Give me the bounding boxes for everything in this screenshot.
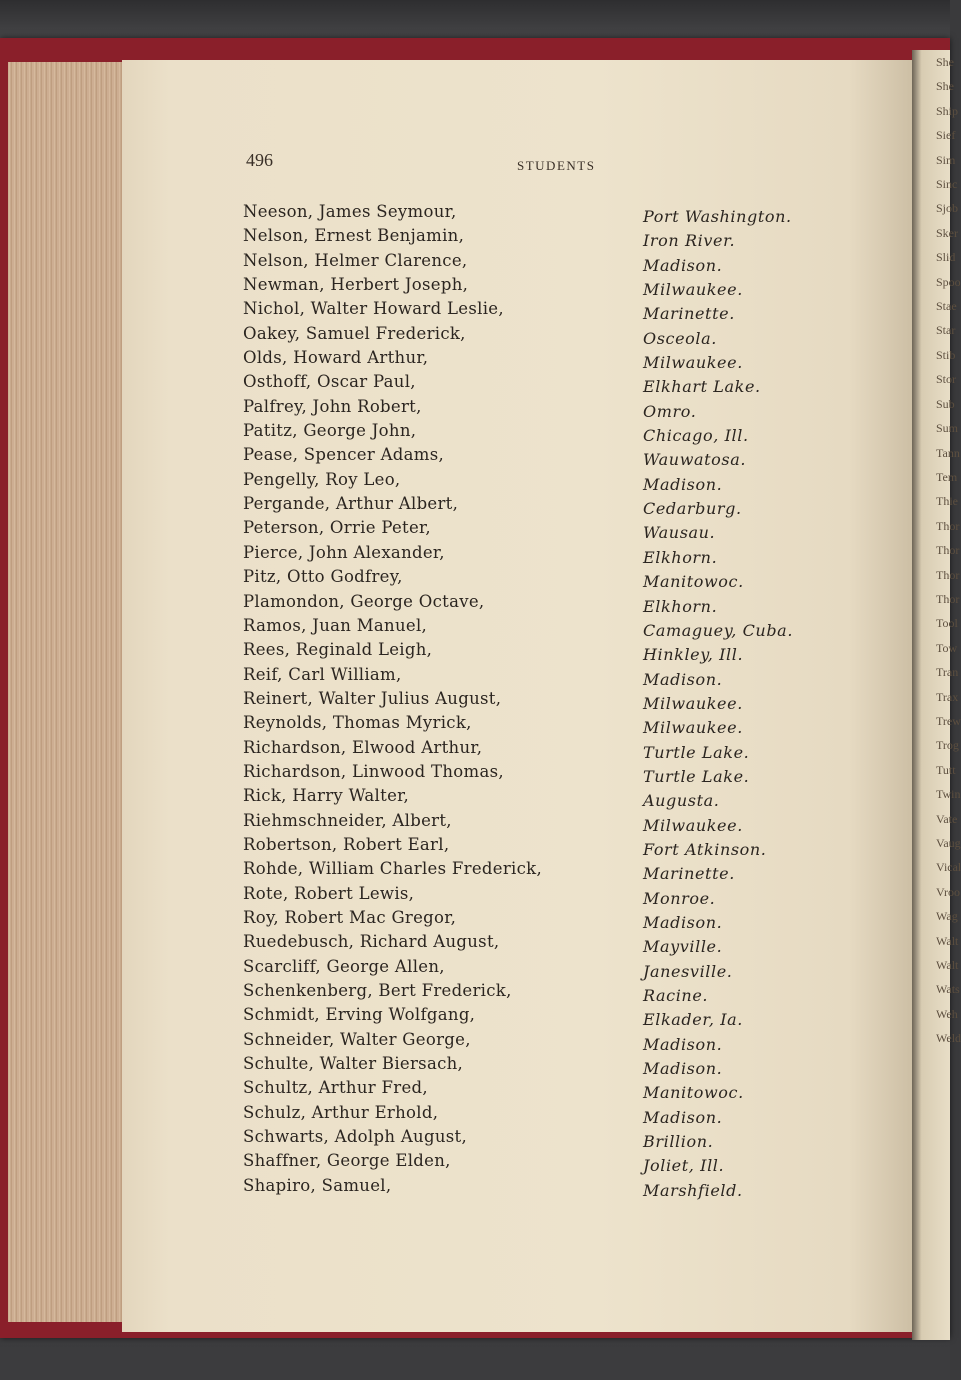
student-hometown: Omro. [643, 401, 697, 421]
student-name: Neeson, James Seymour, [243, 202, 457, 221]
student-name: Pease, Spencer Adams, [243, 445, 445, 465]
student-name: Richardson, Linwood Thomas, [243, 761, 504, 781]
student-hometown: Madison. [643, 1059, 723, 1079]
student-name: Ruedebusch, Richard August, [243, 932, 500, 952]
next-page-fragment: Vical [936, 860, 961, 875]
next-page-fragment: Walt [936, 958, 959, 973]
next-page-strip [912, 50, 961, 1340]
page-edges [8, 62, 127, 1322]
student-hometown: Wausau. [643, 523, 716, 543]
student-hometown: Joliet, Ill. [643, 1156, 725, 1176]
student-hometown: Janesville. [643, 961, 733, 981]
next-page-fragment: Weld [936, 1031, 961, 1046]
next-page-fragment: Stib [936, 347, 956, 362]
student-hometown: Turtle Lake. [643, 742, 750, 762]
next-page-fragment: Thor [936, 567, 960, 582]
student-name: Nichol, Walter Howard Leslie, [243, 299, 504, 319]
student-hometown: Milwaukee. [643, 815, 743, 835]
student-hometown: Madison. [643, 1034, 723, 1054]
student-name: Riehmschneider, Albert, [243, 810, 452, 830]
student-name-column [243, 200, 623, 1198]
next-page-fragment: Trog [936, 738, 959, 753]
student-name: Schenkenberg, Bert Frederick, [243, 981, 512, 1000]
next-page-fragment: Tann [936, 445, 960, 460]
student-name: Ramos, Juan Manuel, [243, 615, 428, 635]
next-page-fragment: Sim [936, 152, 956, 167]
student-name: Reif, Carl William, [243, 664, 402, 684]
next-page-fragment: Vaug [936, 836, 961, 850]
student-name: Schneider, Walter George, [243, 1029, 471, 1049]
student-name: Pierce, John Alexander, [243, 542, 445, 562]
next-page-fragment: Star [936, 323, 956, 338]
next-page-fragment: Thie [936, 494, 958, 509]
student-hometown: Racine. [643, 986, 709, 1005]
student-name: Rohde, William Charles Frederick, [243, 859, 543, 879]
student-hometown: Monroe. [643, 888, 716, 908]
student-hometown: Milwaukee. [643, 353, 743, 373]
student-hometown: Milwaukee. [643, 280, 743, 300]
student-name: Reynolds, Thomas Myrick, [243, 713, 472, 733]
student-hometown: Elkhart Lake. [643, 377, 761, 397]
next-page-fragment: Wats [936, 982, 960, 997]
student-name: Shaffner, George Elden, [243, 1151, 451, 1171]
student-name: Olds, Howard Arthur, [243, 348, 429, 368]
student-hometown: Wauwatosa. [643, 450, 747, 470]
student-hometown: Fort Atkinson. [643, 839, 767, 859]
student-hometown: Mayville. [643, 937, 723, 957]
next-page-fragment: Tool [936, 616, 958, 631]
student-name: Peterson, Orrie Peter, [243, 518, 431, 538]
student-hometown: Augusta. [643, 791, 720, 811]
student-hometown: Madison. [643, 474, 723, 494]
next-page-fragment: Twin [936, 787, 961, 802]
next-page-fragment: Tem [936, 469, 958, 484]
student-hometown: Marinette. [643, 864, 735, 884]
student-name: Shapiro, Samuel, [243, 1175, 392, 1195]
running-head: STUDENTS [517, 158, 596, 173]
next-page-fragment: Ship [936, 103, 959, 118]
student-hometown: Madison. [643, 1107, 723, 1127]
next-page-fragment: Thor [936, 543, 960, 558]
student-hometown: Port Washington. [643, 207, 792, 226]
student-name: Pengelly, Roy Leo, [243, 469, 401, 489]
student-hometown: Manitowoc. [643, 1083, 744, 1103]
student-hometown: Hinkley, Ill. [643, 645, 744, 665]
student-name: Reinert, Walter Julius August, [243, 688, 502, 708]
next-page-fragment: Sker [936, 225, 958, 240]
next-page-fragment: Sub [936, 396, 955, 411]
student-name: Schwarts, Adolph August, [243, 1127, 468, 1147]
student-hometown: Marshfield. [643, 1180, 743, 1200]
next-page-fragment: She [936, 79, 954, 94]
student-name: Plamondon, George Octave, [243, 591, 485, 611]
student-hometown: Elkader, Ia. [643, 1010, 743, 1030]
next-page-fragment: Tow [936, 640, 958, 655]
student-name: Osthoff, Oscar Paul, [243, 372, 416, 392]
next-page-fragment: Weh [936, 1006, 958, 1021]
student-hometown: Elkhorn. [643, 596, 718, 616]
student-name: Schulte, Walter Biersach, [243, 1054, 464, 1074]
next-page-fragment: Vate [936, 811, 958, 826]
next-page-fragment: She [936, 55, 954, 69]
student-name: Rick, Harry Walter, [243, 786, 410, 806]
student-name: Schmidt, Erving Wolfgang, [243, 1005, 476, 1025]
next-page-fragment: Thor [936, 591, 960, 606]
next-page-fragment: Vroo [936, 884, 960, 899]
next-page-fragment: Trax [936, 689, 959, 704]
student-name: Nelson, Ernest Benjamin, [243, 226, 465, 246]
student-hometown: Madison. [643, 669, 723, 689]
next-page-fragment: Thor [936, 518, 960, 533]
next-page-fragment: Wag [936, 909, 958, 924]
student-name: Richardson, Elwood Arthur, [243, 737, 483, 757]
student-hometown: Madison. [643, 912, 723, 932]
student-name: Patitz, George John, [243, 421, 417, 441]
student-name: Palfrey, John Robert, [243, 396, 422, 416]
next-page-fragment: Spoo [936, 274, 961, 289]
next-page-fragment: Stae [936, 299, 957, 314]
student-name: Schultz, Arthur Fred, [243, 1078, 428, 1098]
next-page-fragment: Slid [936, 250, 956, 265]
next-page-fragment: Sum [936, 421, 959, 436]
student-hometown: Elkhorn. [643, 547, 718, 567]
next-page-fragment: Tran [936, 665, 959, 680]
page-number: 496 [246, 150, 273, 170]
student-name: Nelson, Helmer Clarence, [243, 250, 468, 270]
student-hometown: Marinette. [643, 304, 735, 324]
student-name: Scarcliff, George Allen, [243, 956, 445, 976]
next-page-fragment: Sief [936, 128, 956, 143]
next-page-fragment: Trew [936, 713, 961, 728]
student-hometown: Camaguey, Cuba. [643, 620, 794, 640]
student-name: Pergande, Arthur Albert, [243, 494, 459, 514]
student-hometown: Madison. [643, 255, 723, 275]
hometown-column [643, 205, 903, 1203]
student-name: Newman, Herbert Joseph, [243, 275, 469, 295]
student-hometown: Chicago, Ill. [643, 426, 749, 446]
next-page-fragment: Sinc [936, 177, 958, 192]
student-name: Oakey, Samuel Frederick, [243, 323, 466, 343]
student-hometown: Manitowoc. [643, 572, 744, 592]
student-name: Roy, Robert Mac Gregor, [243, 907, 457, 927]
student-hometown: Iron River. [643, 231, 736, 251]
student-hometown: Brillion. [643, 1132, 714, 1152]
student-hometown: Milwaukee. [643, 693, 743, 713]
student-name: Pitz, Otto Godfrey, [243, 567, 403, 587]
student-hometown: Osceola. [643, 328, 717, 348]
student-name: Rees, Reginald Leigh, [243, 640, 433, 660]
next-page-fragment: Sjob [936, 201, 959, 216]
next-page-fragment: Walt [936, 933, 959, 948]
student-name: Rote, Robert Lewis, [243, 883, 415, 903]
next-page-fragment: Stor [936, 372, 957, 387]
student-hometown: Cedarburg. [643, 499, 742, 519]
student-hometown: Milwaukee. [643, 718, 743, 738]
student-name: Schulz, Arthur Erhold, [243, 1102, 439, 1122]
next-page-fragment: Tutt [936, 762, 956, 777]
student-hometown: Turtle Lake. [643, 766, 750, 786]
student-name: Robertson, Robert Earl, [243, 834, 450, 854]
